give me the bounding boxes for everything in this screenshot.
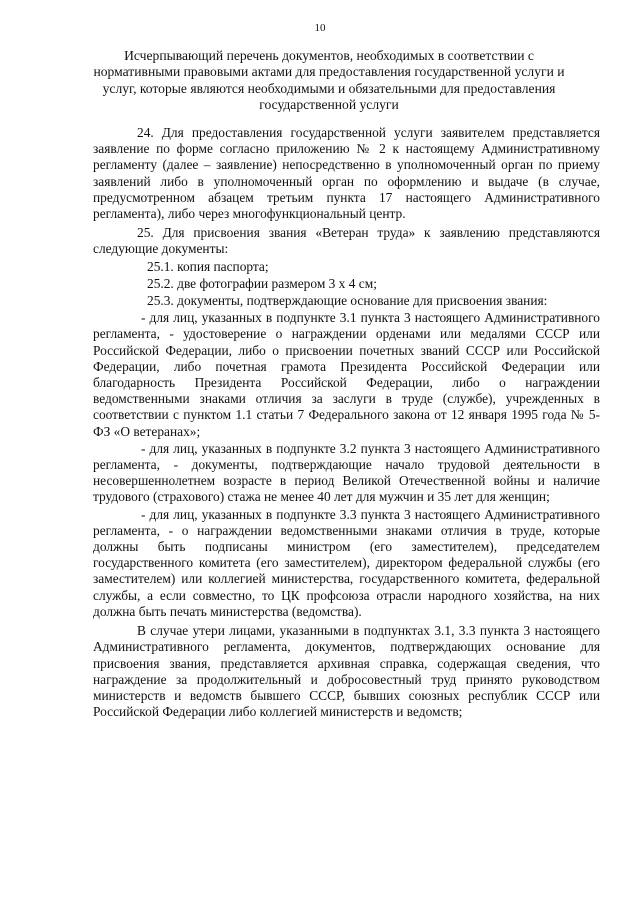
list-item-25-2: 25.2. две фотографии размером 3 х 4 см;	[147, 275, 377, 291]
section-heading: Исчерпывающий перечень документов, необходимых в соответствии с нормативными правовыми актами для предоставления государственной услуги и услуг, которые являются необходимыми и обязательными для предоставления государственной услуги	[93, 48, 565, 113]
list-item-25-3: 25.3. документы, подтверждающие основание для присвоения звания:	[147, 293, 548, 309]
paragraph-24: 24. Для предоставления государственной услуги заявителем представляется заявление по форме согласно приложению № 2 к настоящему Административному регламенту (далее – заявление) непосредственно в уполномоченный орган по приему заявлений либо в уполномоченный орган по оформлению и выдаче (в случае, предусмотренном абзацем третьим пункта 17 настоящего Административного регламента), либо через многофункциональный центр.	[93, 125, 600, 222]
page-number: 10	[314, 22, 326, 34]
paragraph-loss-case: В случае утери лицами, указанными в подпунктах 3.1, 3.3 пункта 3 настоящего Административного регламента, документов, подтверждающих основание для присвоения звания, представляется архивная справка, содержащая сведения, что награждение за продолжительный и добросовестный труд принято руководством министерств и ведомств бывшего СССР, бывших союзных республик СССР или Российской Федерации либо коллегией министерств и ведомств;	[93, 623, 600, 720]
dash-item-3-2: - для лиц, указанных в подпункте 3.2 пункта 3 настоящего Административного регламента, - документы, подтверждающие начало трудовой деятельности в несовершеннолетнем возрасте в период Великой Отечественной войны и наличие трудового (страхового) стажа не менее 40 лет для мужчин и 35 лет для женщин;	[93, 440, 600, 505]
dash-item-3-1: - для лиц, указанных в подпункте 3.1 пункта 3 настоящего Административного регламента, - удостоверение о награждении орденами или медалями СССР или Российской Федерации, либо о присвоении почетных званий СССР или Российской Федерации, либо почетная грамота Президента Российской Федерации или благодарность Президента Российской Федерации, либо о награждении ведомственными знаками отличия за заслуги в труде (службе), учрежденных в соответствии с пунктом 1.1 статьи 7 Федерального закона от 12 января 1995 года № 5-ФЗ «О ветеранах»;	[93, 310, 600, 439]
paragraph-25: 25. Для присвоения звания «Ветеран труда» к заявлению представляются следующие документы:	[93, 225, 600, 257]
dash-item-3-3: - для лиц, указанных в подпункте 3.3 пункта 3 настоящего Административного регламента, - о награждении ведомственными знаками отличия в труде, которые должны быть подписаны министром (его заместителем), председателем государственного комитета (его заместителем), директором федеральной службы (его заместителем) или коллегией министерства, государственного комитета, федеральной службы, а если совместно, то ЦК профсоюза отрасли народного хозяйства, на них должна быть печать министерства (ведомства).	[93, 506, 600, 619]
list-item-25-1: 25.1. копия паспорта;	[147, 258, 269, 274]
document-body	[93, 125, 600, 721]
